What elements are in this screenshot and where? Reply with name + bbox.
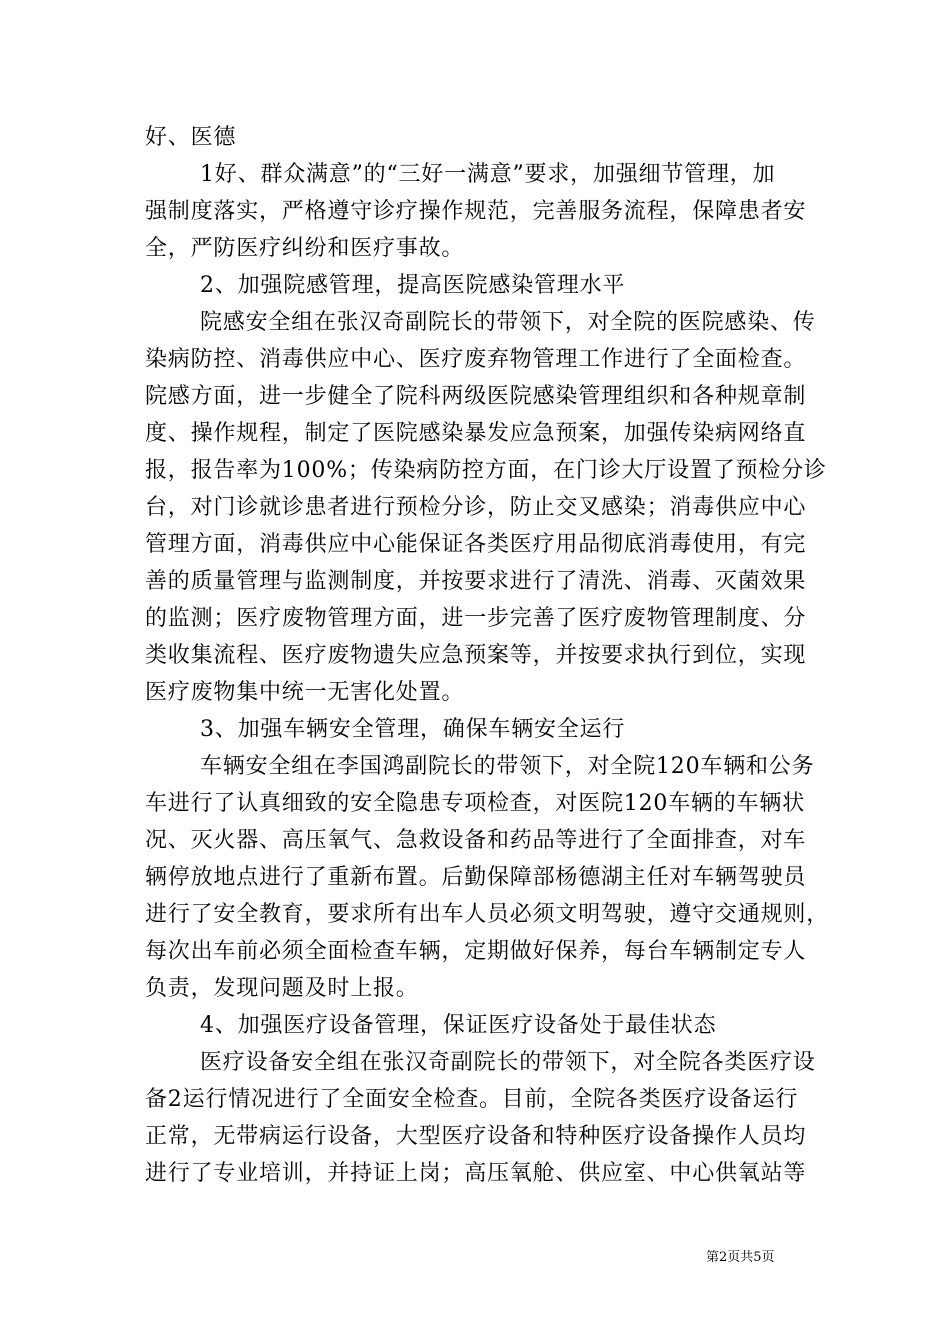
section-heading: 4、加强医疗设备管理，保证医疗设备处于最佳状态 [200,1013,717,1038]
text-line: 院感安全组在张汉奇副院长的带领下，对全院的医院感染、传 [200,310,816,335]
text-line: 车辆安全组在李国鸿副院长的带领下，对全院120车辆和公务 [200,754,815,779]
text-line: 院感方面，进一步健全了院科两级医院感染管理组织和各种规章制 [145,384,807,409]
text-line: 医疗设备安全组在张汉奇副院长的带领下，对全院各类医疗设 [200,1050,816,1075]
text-line: 1好、群众满意”的“三好一满意”要求，加强细节管理，加 [200,162,776,187]
text-line: 进行了专业培训，并持证上岗；高压氧舱、供应室、中心供氧站等 [145,1161,807,1186]
page-number: 第2页共5页 [706,1250,775,1265]
text-line: 进行了安全教育，要求所有出车人员必须文明驾驶，遵守交通规则， [145,902,830,927]
text-line: 医疗废物集中统一无害化处置。 [145,680,465,705]
text-line: 正常，无带病运行设备，大型医疗设备和特种医疗设备操作人员均 [145,1124,807,1149]
text-line: 善的质量管理与监测制度，并按要求进行了清洗、消毒、灭菌效果 [145,569,807,594]
text-line: 强制度落实，严格遵守诊疗操作规范，完善服务流程，保障患者安 [145,199,807,224]
section-heading: 2、加强院感管理，提高医院感染管理水平 [200,273,626,298]
text-line: 全，严防医疗纠纷和医疗事故。 [145,236,465,261]
text-line: 的监测；医疗废物管理方面，进一步完善了医疗废物管理制度、分 [145,606,807,631]
text-line: 管理方面，消毒供应中心能保证各类医疗用品彻底消毒使用，有完 [145,532,807,557]
text-line: 台，对门诊就诊患者进行预检分诊，防止交叉感染；消毒供应中心 [145,495,807,520]
text-line: 每次出车前必须全面检查车辆，定期做好保养，每台车辆制定专人 [145,939,807,964]
text-line: 辆停放地点进行了重新布置。后勤保障部杨德湖主任对车辆驾驶员 [145,865,807,890]
text-line: 备2运行情况进行了全面安全检查。目前，全院各类医疗设备运行 [145,1087,799,1112]
text-line: 报，报告率为100%；传染病防控方面，在门诊大厅设置了预检分诊 [145,458,827,483]
text-line: 染病防控、消毒供应中心、医疗废弃物管理工作进行了全面检查。 [145,347,807,372]
section-heading: 3、加强车辆安全管理，确保车辆安全运行 [200,717,626,742]
text-line: 度、操作规程，制定了医院感染暴发应急预案，加强传染病网络直 [145,421,807,446]
text-line: 况、灭火器、高压氧气、急救设备和药品等进行了全面排查，对车 [145,828,807,853]
text-line: 好、医德 [145,125,237,150]
text-line: 负责，发现问题及时上报。 [145,976,419,1001]
text-line: 车进行了认真细致的安全隐患专项检查，对医院120车辆的车辆状 [145,791,805,816]
text-line: 类收集流程、医疗废物遗失应急预案等，并按要求执行到位，实现 [145,643,807,668]
